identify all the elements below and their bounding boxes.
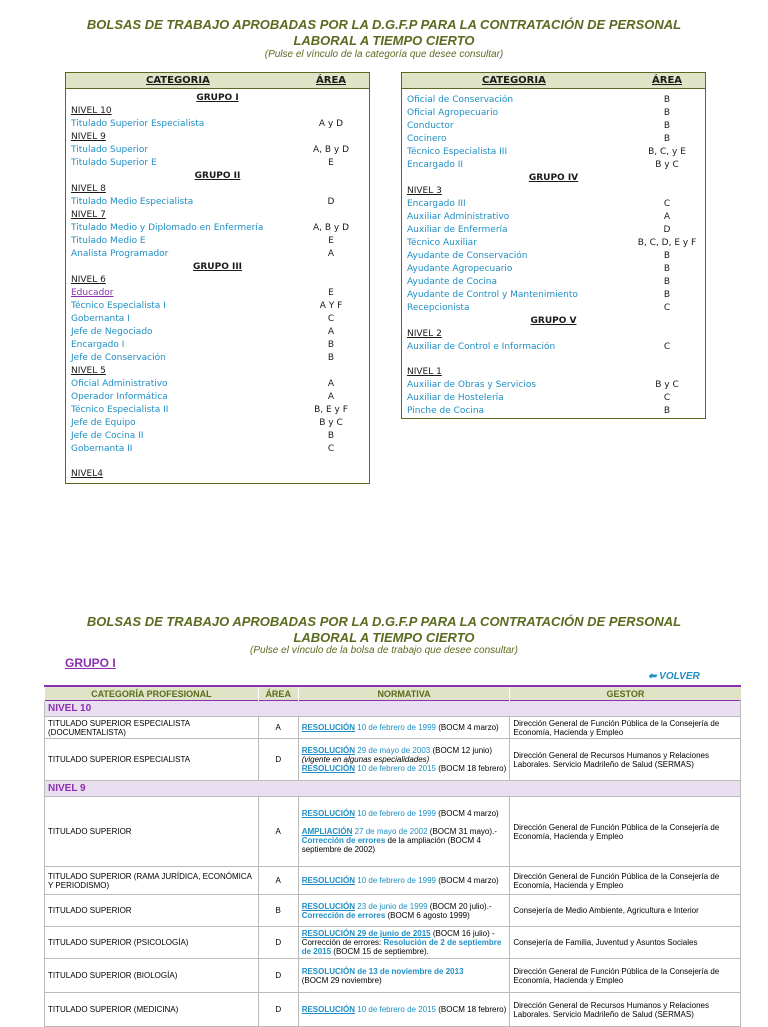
correccion-link[interactable]: Resolución de 2 de septiembre de 2015 [301, 938, 502, 956]
ampliacion-ref: (BOCM 31 mayo).- [429, 827, 497, 836]
ampliacion-link[interactable]: AMPLIACIÓN [301, 827, 353, 836]
category-row[interactable] [66, 417, 369, 430]
table-row [45, 739, 741, 781]
area-label: C [663, 199, 671, 209]
category-label: NIVEL 8 [71, 184, 106, 194]
cell-categoria: TITULADO SUPERIOR ESPECIALISTA [45, 739, 259, 781]
panel-header [402, 73, 705, 89]
nivel-heading [402, 185, 705, 198]
table-row [45, 717, 741, 739]
resolucion-link[interactable]: RESOLUCIÓN de 13 de noviembre de 2013 [301, 966, 464, 976]
cell-normativa [298, 993, 510, 1027]
category-label: NIVEL4 [71, 469, 103, 479]
category-label[interactable]: Jefe de Conservación [71, 353, 166, 363]
section-subtitle: (Pulse el vínculo de la bolsa de trabajo que desee consultar) [250, 645, 518, 656]
category-row[interactable] [402, 263, 705, 276]
category-row[interactable] [66, 235, 369, 248]
area-label: A [327, 249, 335, 259]
area-label: C [663, 393, 671, 403]
area-label: B [327, 353, 335, 363]
area-label: C [327, 314, 335, 324]
page-subtitle: (Pulse el vínculo de la categoría que desee consultar) [264, 49, 504, 60]
category-label[interactable]: Titulado Superior Especialista [71, 119, 205, 129]
category-label[interactable]: Titulado Medio E [71, 236, 146, 246]
th-normativa: NORMATIVA [298, 686, 510, 701]
table-row [45, 959, 741, 993]
resolucion-date: 29 de mayo de 2003 [357, 746, 431, 755]
resolucion-ref: (BOCM 18 febrero) [438, 764, 507, 773]
category-label[interactable]: Oficial Agropecuario [407, 108, 499, 118]
resolucion-date: 23 de junio de 1999 [357, 901, 428, 911]
resolucion-link[interactable]: RESOLUCIÓN [301, 746, 356, 755]
category-row[interactable] [402, 276, 705, 289]
area-label: A [327, 327, 335, 337]
category-label[interactable]: Jefe de Negociado [71, 327, 153, 337]
cell-area: A [258, 867, 298, 895]
th-area: ÁREA [258, 686, 298, 701]
nivel-heading [66, 183, 369, 196]
category-row[interactable] [402, 94, 705, 107]
correccion-ref: de la ampliación (BOCM 4 septiembre de 2002) [301, 836, 481, 854]
section-title-line2: LABORAL A TIEMPO CIERTO [293, 630, 475, 645]
area-label: E [328, 158, 334, 168]
category-label[interactable]: Ayudante de Cocina [407, 277, 498, 287]
category-label: GRUPO I [196, 93, 239, 103]
area-label: E [328, 236, 334, 246]
area-label: B [663, 264, 671, 274]
cell-categoria: TITULADO SUPERIOR (MEDICINA) [45, 993, 259, 1027]
cell-area: D [258, 959, 298, 993]
category-row[interactable] [402, 302, 705, 315]
category-row[interactable] [402, 379, 705, 392]
category-label[interactable]: Titulado Superior [71, 145, 149, 155]
table-header-row [45, 686, 741, 701]
nivel-row [45, 781, 741, 797]
resolucion-link[interactable]: RESOLUCIÓN [301, 876, 356, 885]
category-label[interactable]: Auxiliar de Control e Información [407, 342, 556, 352]
category-label[interactable]: Jefe de Equipo [71, 418, 136, 428]
section-title-line1: BOLSAS DE TRABAJO APROBADAS POR LA D.G.F.P PARA LA CONTRATACIÓN DE PERSONAL [86, 614, 682, 629]
cell-gestor: Dirección General de Función Pública de la Consejería de Economía, Hacienda y Empleo [510, 959, 741, 993]
category-label[interactable]: Titulado Medio y Diplomado en Enfermería [71, 223, 264, 233]
category-label[interactable]: Encargado III [407, 199, 466, 209]
col-header-category: CATEGORIA [146, 75, 210, 86]
cell-categoria: TITULADO SUPERIOR ESPECIALISTA (DOCUMENTALISTA) [45, 717, 259, 739]
category-label[interactable]: Ayudante de Conservación [407, 251, 528, 261]
category-label[interactable]: Auxiliar de Hostelería [407, 393, 504, 403]
cell-categoria: TITULADO SUPERIOR [45, 797, 259, 867]
cell-gestor: Consejería de Familia, Juventud y Asuntos Sociales [510, 927, 741, 959]
area-label: B [663, 406, 671, 416]
category-row[interactable] [66, 430, 369, 443]
category-label[interactable]: Auxiliar Administrativo [407, 212, 510, 222]
cell-area: D [258, 739, 298, 781]
category-label[interactable]: Titulado Superior E [71, 158, 157, 168]
area-label: B [327, 431, 335, 441]
resolucion-date: 10 de febrero de 1999 [357, 876, 436, 885]
cell-gestor: Dirección General de Función Pública de la Consejería de Economía, Hacienda y Empleo [510, 717, 741, 739]
area-label: B, C, D, E y F [637, 238, 697, 248]
page-title-line2: LABORAL A TIEMPO CIERTO [293, 33, 475, 48]
category-row[interactable] [66, 339, 369, 352]
category-label: GRUPO IV [528, 173, 579, 183]
cell-normativa [298, 867, 510, 895]
category-row[interactable] [66, 352, 369, 365]
category-label[interactable]: Técnico Auxiliar [407, 238, 477, 248]
spacer [402, 354, 705, 366]
category-row[interactable] [402, 120, 705, 133]
table-row [45, 895, 741, 927]
area-label: B [663, 134, 671, 144]
category-row[interactable] [66, 222, 369, 235]
category-label[interactable]: Técnico Especialista III [407, 147, 508, 157]
area-label: B [663, 290, 671, 300]
category-label[interactable]: Oficial Administrativo [71, 379, 168, 389]
correccion-ref: (BOCM 6 agosto 1999) [387, 910, 470, 920]
table-row [45, 927, 741, 959]
resolucion-link[interactable]: RESOLUCIÓN [301, 764, 356, 773]
cell-area: A [258, 717, 298, 739]
area-label: C [327, 444, 335, 454]
cell-area: D [258, 993, 298, 1027]
cell-normativa [298, 717, 510, 739]
resolucion-ref: (BOCM 29 noviembre) [301, 975, 382, 985]
category-label[interactable]: Pinche de Cocina [407, 406, 485, 416]
category-row[interactable] [402, 392, 705, 405]
cell-normativa [298, 739, 510, 781]
category-panel-left [65, 72, 370, 484]
col-header-category: CATEGORIA [482, 75, 546, 86]
cell-categoria: TITULADO SUPERIOR (PSICOLOGÍA) [45, 927, 259, 959]
category-label: NIVEL 3 [407, 186, 442, 196]
category-row[interactable] [402, 289, 705, 302]
category-label: NIVEL 10 [71, 106, 112, 116]
cell-normativa [298, 927, 510, 959]
category-label[interactable]: Operador Informática [71, 392, 168, 402]
category-label: NIVEL 1 [407, 367, 442, 377]
area-label: A [663, 212, 671, 222]
category-row[interactable] [66, 196, 369, 209]
area-label: C [663, 303, 671, 313]
volver-link[interactable]: ⬅ VOLVER [648, 671, 700, 682]
correccion-link[interactable]: Corrección de errores [301, 836, 386, 845]
category-label: NIVEL 2 [407, 329, 442, 339]
resolucion-link[interactable]: RESOLUCIÓN [301, 809, 356, 818]
resolucion-ref: (BOCM 4 marzo) [438, 809, 499, 818]
resolucion-link[interactable]: RESOLUCIÓN [301, 901, 356, 911]
spacer [66, 456, 369, 468]
panel-header [66, 73, 369, 89]
category-label: GRUPO III [192, 262, 243, 272]
category-list-left [66, 89, 369, 481]
area-label: B [663, 95, 671, 105]
category-row[interactable] [66, 443, 369, 456]
category-label[interactable]: Oficial de Conservación [407, 95, 514, 105]
nivel-heading [66, 105, 369, 118]
area-label: B y C [655, 160, 679, 170]
nivel-heading [66, 131, 369, 144]
category-row[interactable] [66, 404, 369, 417]
area-label: B [663, 121, 671, 131]
category-row[interactable] [402, 237, 705, 250]
category-label[interactable]: Encargado II [407, 160, 464, 170]
category-row[interactable] [402, 211, 705, 224]
cell-normativa [298, 895, 510, 927]
category-label[interactable]: Gobernanta I [71, 314, 130, 324]
category-label[interactable]: Recepcionista [407, 303, 470, 313]
category-row[interactable] [66, 157, 369, 170]
grupo-heading [402, 315, 705, 328]
area-label: B [663, 277, 671, 287]
category-label[interactable]: Conductor [407, 121, 454, 131]
nivel-heading [66, 274, 369, 287]
category-label[interactable]: Técnico Especialista I [71, 301, 166, 311]
resolucion-ref: (BOCM 12 junio) [432, 746, 493, 755]
grupo-heading [66, 261, 369, 274]
nivel-heading [402, 366, 705, 379]
category-label: NIVEL 9 [71, 132, 106, 142]
resolucion-date: 10 de febrero de 1999 [357, 809, 436, 818]
cell-gestor: Dirección General de Función Pública de la Consejería de Economía, Hacienda y Empleo [510, 797, 741, 867]
resolucion-ref: (BOCM 20 julio).- [429, 901, 492, 911]
grupo-heading [402, 172, 705, 185]
cell-categoria: TITULADO SUPERIOR (RAMA JURÍDICA, ECONÓMICA Y PERIODISMO) [45, 867, 259, 895]
category-row[interactable] [402, 159, 705, 172]
category-label[interactable]: Analista Programador [71, 249, 169, 259]
area-label: B y C [655, 380, 679, 390]
cell-area: A [258, 797, 298, 867]
correccion-link[interactable]: Corrección de errores [301, 910, 386, 920]
category-row[interactable] [402, 146, 705, 159]
area-label: A, B y D [312, 145, 350, 155]
area-label: B [663, 108, 671, 118]
category-label[interactable]: Educador [71, 288, 114, 298]
resolucion-date: 10 de febrero de 1999 [357, 723, 436, 732]
area-label: C [663, 342, 671, 352]
cell-gestor: Dirección General de Función Pública de la Consejería de Economía, Hacienda y Empleo [510, 867, 741, 895]
category-label[interactable]: Cocinero [407, 134, 447, 144]
area-label: B, C, y E [648, 147, 686, 157]
category-label[interactable]: Gobernanta II [71, 444, 133, 454]
cell-area: B [258, 895, 298, 927]
category-row[interactable] [66, 144, 369, 157]
cell-categoria: TITULADO SUPERIOR (BIOLOGÍA) [45, 959, 259, 993]
category-label: GRUPO V [530, 316, 577, 326]
area-label: A Y F [319, 301, 343, 311]
resolucion-date: 10 de febrero de 2015 [357, 764, 436, 773]
area-label: A y D [318, 119, 344, 129]
area-label: B, E y F [314, 405, 348, 415]
grupo-heading [66, 92, 369, 105]
table-row [45, 797, 741, 867]
grupo-heading [66, 170, 369, 183]
grupo-heading: GRUPO I [65, 656, 116, 670]
area-label: A [327, 392, 335, 402]
category-row[interactable] [402, 405, 705, 418]
page-title-line1: BOLSAS DE TRABAJO APROBADAS POR LA D.G.F.P PARA LA CONTRATACIÓN DE PERSONAL [86, 17, 682, 32]
area-label: A [327, 379, 335, 389]
resolucion-link[interactable]: RESOLUCIÓN [301, 723, 356, 732]
category-row[interactable] [66, 326, 369, 339]
resolucion-ref: (BOCM 4 marzo) [438, 876, 499, 885]
cell-normativa [298, 797, 510, 867]
resolucion-note: (vigente en algunas especialidades) [301, 755, 430, 764]
category-row[interactable] [66, 287, 369, 300]
resolucion-link[interactable]: RESOLUCIÓN [301, 1005, 356, 1014]
cell-gestor: Dirección General de Recursos Humanos y Relaciones Laborales. Servicio Madrileño de Salud (SERMAS) [510, 993, 741, 1027]
correccion-ref: (BOCM 15 de septiembre). [333, 947, 429, 956]
category-label[interactable]: Técnico Especialista II [71, 405, 169, 415]
section-title [0, 614, 768, 646]
cell-categoria: TITULADO SUPERIOR [45, 895, 259, 927]
ampliacion-date: 27 de mayo de 2002 [354, 827, 428, 836]
category-row[interactable] [402, 224, 705, 237]
cell-gestor: Consejería de Medio Ambiente, Agricultura e Interior [510, 895, 741, 927]
category-label[interactable]: Ayudante de Control y Mantenimiento [407, 290, 578, 300]
category-label[interactable]: Titulado Medio Especialista [71, 197, 194, 207]
nivel-heading [66, 365, 369, 378]
category-row[interactable] [66, 391, 369, 404]
col-header-area: ÁREA [316, 75, 347, 86]
category-label[interactable]: Jefe de Cocina II [71, 431, 144, 441]
nivel-heading [402, 328, 705, 341]
category-row[interactable] [402, 250, 705, 263]
area-label: A, B y D [312, 223, 350, 233]
category-row[interactable] [402, 198, 705, 211]
category-row[interactable] [402, 341, 705, 354]
category-label: NIVEL 5 [71, 366, 106, 376]
category-label[interactable]: Auxiliar de Obras y Servicios [407, 380, 537, 390]
cell-area: D [258, 927, 298, 959]
category-label: GRUPO II [194, 171, 241, 181]
area-label: B [327, 340, 335, 350]
col-header-area: ÁREA [652, 75, 683, 86]
th-categoria: CATEGORÍA PROFESIONAL [45, 686, 259, 701]
category-row[interactable] [66, 378, 369, 391]
category-label: NIVEL 7 [71, 210, 106, 220]
cell-normativa [298, 959, 510, 993]
category-row[interactable] [66, 300, 369, 313]
table-row [45, 867, 741, 895]
category-row[interactable] [402, 133, 705, 146]
category-label: NIVEL 6 [71, 275, 106, 285]
nivel-row [45, 701, 741, 717]
cell-gestor: Dirección General de Recursos Humanos y Relaciones Laborales. Servicio Madrileño de Salud (SERMAS) [510, 739, 741, 781]
nivel-label: NIVEL 10 [45, 701, 741, 717]
category-label[interactable]: Auxiliar de Enfermería [407, 225, 508, 235]
resolucion-ref: (BOCM 16 julio) - Corrección de errores: [301, 929, 495, 947]
category-label[interactable]: Encargado I [71, 340, 125, 350]
nivel-heading [66, 468, 369, 481]
table-row [45, 993, 741, 1027]
area-label: B [663, 251, 671, 261]
resolucion-ref: (BOCM 18 febrero) [438, 1005, 507, 1014]
area-label: D [327, 197, 335, 207]
resolucion-link[interactable]: RESOLUCIÓN 29 de junio de 2015 [301, 929, 431, 938]
category-label[interactable]: Ayudante Agropecuario [407, 264, 513, 274]
area-label: E [328, 288, 334, 298]
category-panel-right [401, 72, 706, 419]
category-row[interactable] [66, 118, 369, 131]
nivel-label: NIVEL 9 [45, 781, 741, 797]
area-label: B y C [319, 418, 343, 428]
resolucion-ref: (BOCM 4 marzo) [438, 723, 499, 732]
bolsas-table [44, 685, 741, 1027]
category-list-right [402, 89, 705, 418]
nivel-heading [66, 209, 369, 222]
category-row[interactable] [66, 313, 369, 326]
page-title [0, 17, 768, 49]
category-row[interactable] [66, 248, 369, 261]
area-label: D [663, 225, 671, 235]
th-gestor: GESTOR [510, 686, 741, 701]
category-row[interactable] [402, 107, 705, 120]
resolucion-date: 10 de febrero de 2015 [357, 1005, 436, 1014]
